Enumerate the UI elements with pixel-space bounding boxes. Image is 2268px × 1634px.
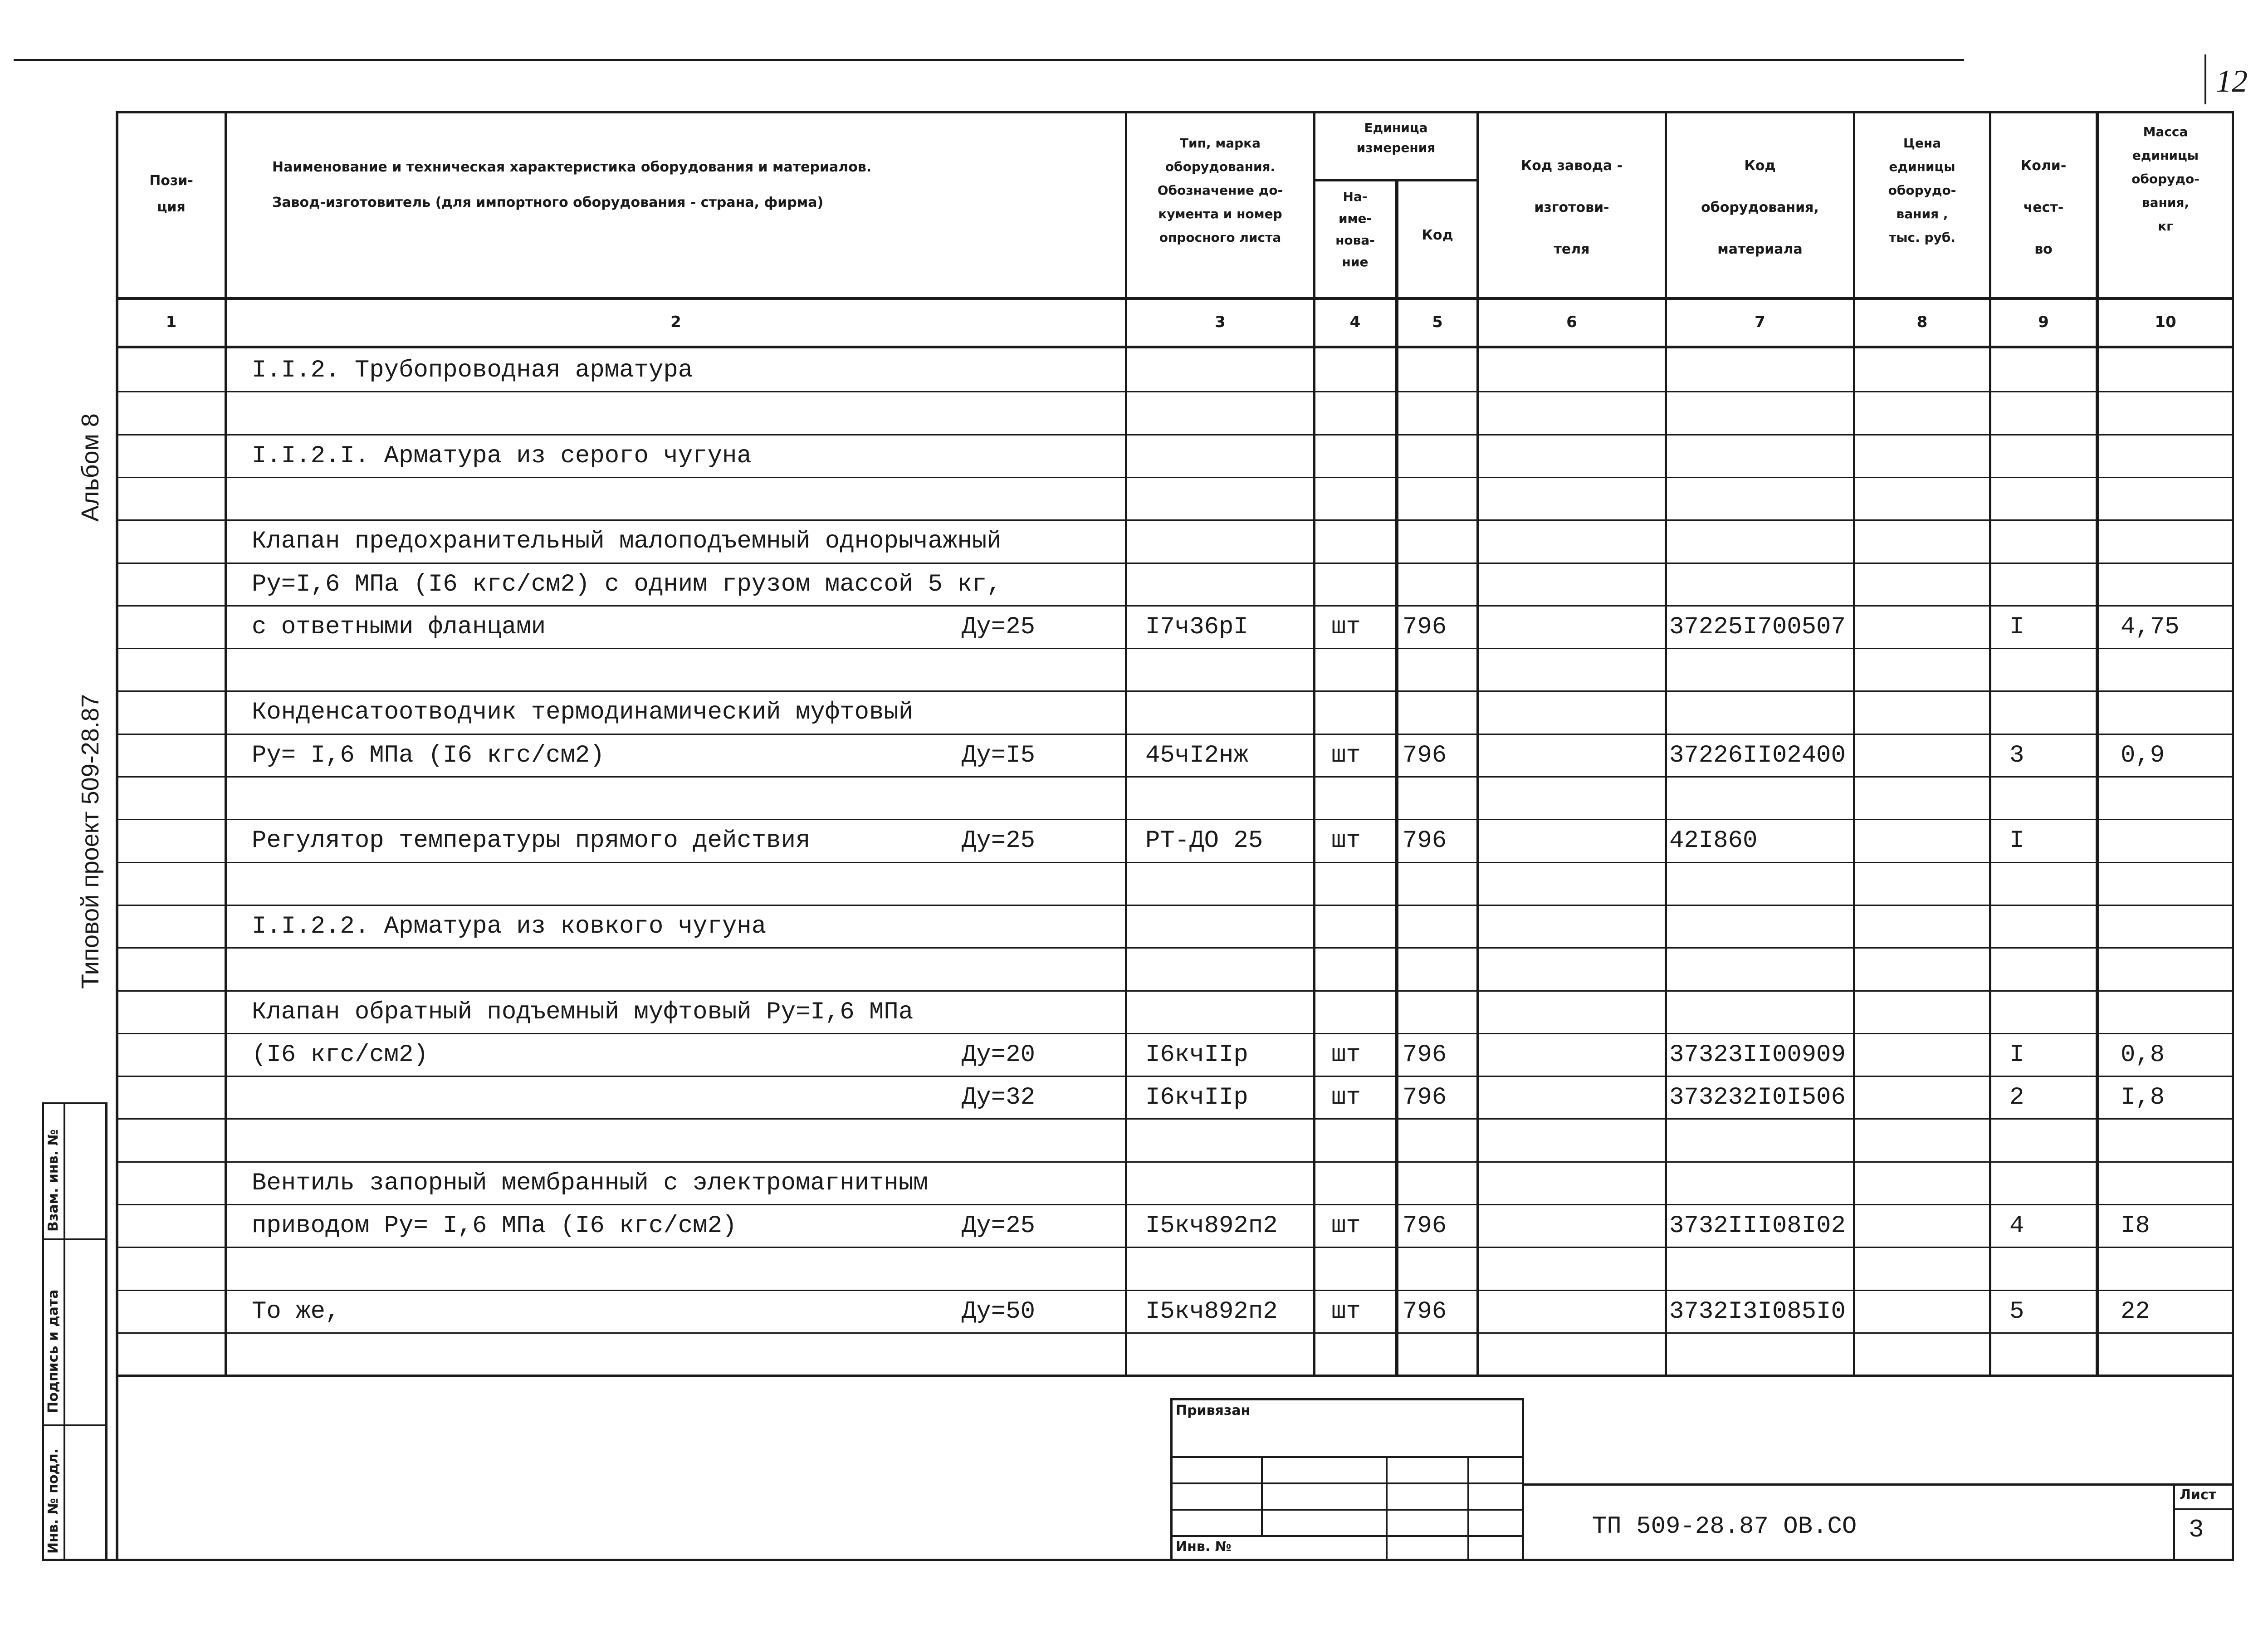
stamp-row1	[1170, 1456, 1524, 1458]
cell-type: 45чI2нж	[1145, 741, 1248, 769]
colnum-4: 4	[1349, 313, 1361, 331]
cell-du: Ду=32	[962, 1084, 1036, 1112]
cell-code: 796	[1403, 827, 1447, 855]
cell-mat-code: 373232I0I506	[1669, 1084, 1846, 1112]
col-sep-4	[1395, 179, 1398, 1377]
colnum-10: 10	[2155, 313, 2176, 331]
cell-name: Ру=I,6 МПа (I6 кгс/см2) с одним грузом массой 5 кг,	[252, 570, 1002, 598]
header-col10: Масса единицы оборудо- вания, кг	[2131, 124, 2200, 234]
cell-mat-code: 3732III08I02	[1669, 1212, 1846, 1240]
cell-qty: I	[2009, 613, 2024, 641]
row-line	[116, 1033, 2234, 1034]
col-sep-3	[1313, 111, 1315, 1377]
row-line	[116, 862, 2234, 863]
cell-type: I6кчIIр	[1145, 1084, 1248, 1112]
col-sep-2	[1125, 111, 1127, 1377]
corner-page-number: 12	[2216, 64, 2248, 99]
unit-group-divider	[1313, 179, 1479, 181]
cell-type: I6кчIIр	[1145, 1041, 1248, 1069]
cell-qty: I	[2009, 1041, 2024, 1069]
cell-qty: I	[2009, 827, 2024, 855]
col-sep-5	[1476, 111, 1479, 1377]
colnum-1: 1	[166, 313, 177, 331]
cell-code: 796	[1403, 1212, 1447, 1240]
cell-unit: шт	[1331, 613, 1361, 641]
margin-box-mid	[64, 1102, 65, 1561]
row-line	[116, 605, 2234, 607]
cell-mat-code: 37226II02400	[1669, 741, 1846, 769]
cell-mass: 0,9	[2121, 741, 2165, 769]
numbers-bottom	[116, 346, 2234, 348]
margin-box-top	[42, 1102, 108, 1104]
row-line	[116, 1332, 2234, 1334]
cell-unit: шт	[1331, 1297, 1361, 1326]
header-col6: Код завода - изготови- теля	[1520, 158, 1623, 257]
cell-qty: 2	[2009, 1084, 2024, 1112]
stamp-inv-label: Инв. №	[1176, 1539, 1232, 1555]
frame-bottom	[42, 1559, 2234, 1561]
cell-mass: I8	[2121, 1212, 2150, 1240]
colnum-7: 7	[1755, 313, 1765, 331]
header-top	[116, 111, 2234, 113]
row-line	[116, 1161, 2234, 1163]
cell-mass: I,8	[2121, 1084, 2165, 1112]
stamp-attached-label: Привязан	[1176, 1403, 1251, 1419]
cell-mass: 22	[2121, 1297, 2150, 1326]
stamp-sheet-number: 3	[2189, 1515, 2204, 1544]
header-col8: Цена единицы оборудо- вания , тыс. руб.	[1888, 136, 1956, 245]
cell-unit: шт	[1331, 827, 1361, 855]
row-line	[116, 519, 2234, 521]
header-unit-group: Единица измерения	[1356, 120, 1436, 155]
stamp-row3	[1170, 1509, 1524, 1511]
stamp-row2	[1170, 1482, 1524, 1484]
cell-code: 796	[1403, 613, 1447, 641]
row-line	[116, 1247, 2234, 1248]
frame-right	[2232, 111, 2234, 1561]
cell-mat-code: 37225I700507	[1669, 613, 1846, 641]
cell-name: I.I.2.2. Арматура из ковкого чугуна	[252, 912, 767, 940]
margin-box-div1	[42, 1238, 108, 1240]
stamp-vsep1	[1261, 1456, 1263, 1537]
stamp-doc-top	[1522, 1483, 2232, 1486]
margin-box-div2	[42, 1424, 108, 1426]
col-sep-9	[2096, 111, 2099, 1377]
cell-du: Ду=25	[962, 827, 1036, 855]
stamp-doc-code: ТП 509-28.87 ОВ.СО	[1592, 1513, 1857, 1541]
stamp-top	[1170, 1398, 1524, 1400]
stamp-vsep2	[1386, 1456, 1388, 1561]
header-bottom	[116, 297, 2234, 300]
cell-mat-code: 37323II00909	[1669, 1041, 1846, 1069]
row-line	[116, 776, 2234, 778]
cell-du: Ду=25	[962, 613, 1036, 641]
cell-qty: 4	[2009, 1212, 2024, 1240]
row-line	[116, 1076, 2234, 1077]
stamp-sheet-label: Лист	[2180, 1487, 2217, 1503]
cell-mass: 0,8	[2121, 1041, 2165, 1069]
row-line	[116, 734, 2234, 735]
cell-mass: 4,75	[2121, 613, 2180, 641]
col-sep-8	[1989, 111, 1991, 1377]
colnum-8: 8	[1916, 313, 1928, 331]
colnum-5: 5	[1432, 313, 1443, 331]
corner-mark	[2204, 54, 2206, 104]
row-line	[116, 1375, 2234, 1376]
cell-name: Конденсатоотводчик термодинамический муфтовый	[252, 699, 914, 727]
cell-code: 796	[1403, 741, 1447, 769]
cell-type: РТ-ДО 25	[1145, 827, 1263, 855]
cell-du: Ду=I5	[962, 741, 1036, 769]
cell-unit: шт	[1331, 741, 1361, 769]
row-line	[116, 563, 2234, 564]
cell-type: I7ч36рI	[1145, 613, 1248, 641]
header-col4: На- име- нова- ние	[1335, 189, 1375, 269]
margin-box-left	[42, 1102, 44, 1561]
cell-unit: шт	[1331, 1041, 1361, 1069]
row-line	[116, 434, 2234, 435]
header-col2: Наименование и техническая характеристика оборудования и материалов. Завод-изготовитель (для импортного оборудования - страна, фирма)	[272, 159, 872, 210]
colnum-2: 2	[670, 313, 681, 331]
row-line	[116, 477, 2234, 478]
cell-code: 796	[1403, 1041, 1447, 1069]
cell-name: Ру= I,6 МПа (I6 кгс/см2)	[252, 741, 605, 769]
row-line	[116, 648, 2234, 649]
cell-mat-code: 42I860	[1669, 827, 1758, 855]
cell-du: Ду=50	[962, 1297, 1036, 1326]
margin-sign-date: Подпись и дата	[45, 1289, 61, 1413]
colnum-9: 9	[2038, 313, 2049, 331]
cell-name: приводом Ру= I,6 МПа (I6 кгс/см2)	[252, 1212, 737, 1240]
cell-name: I.I.2.I. Арматура из серого чугуна	[252, 442, 752, 470]
row-line	[116, 1118, 2234, 1120]
margin-box-right	[105, 1102, 108, 1561]
col-sep-7	[1853, 111, 1855, 1377]
cell-mat-code: 3732I3I085I0	[1669, 1297, 1846, 1326]
cell-name: Регулятор температуры прямого действия	[252, 827, 811, 855]
cell-name: Клапан предохранительный малоподъемный однорычажный	[252, 528, 1002, 556]
header-col5: Код	[1422, 227, 1453, 243]
row-line	[116, 990, 2234, 992]
cell-type: I5кч892п2	[1145, 1212, 1278, 1240]
cell-name: То же,	[252, 1297, 340, 1326]
row-line	[116, 947, 2234, 949]
cell-qty: 5	[2009, 1297, 2024, 1326]
cell-qty: 3	[2009, 741, 2024, 769]
margin-inv-replace: Взам. инв. №	[45, 1129, 61, 1232]
col-sep-6	[1665, 111, 1667, 1377]
row-line	[116, 905, 2234, 906]
cell-code: 796	[1403, 1084, 1447, 1112]
stamp-sheet-div	[2173, 1508, 2232, 1510]
row-line	[116, 819, 2234, 820]
row-line	[116, 1290, 2234, 1291]
cell-name: Клапан обратный подъемный муфтовый Ру=I,6 МПа	[252, 998, 914, 1026]
cell-unit: шт	[1331, 1212, 1361, 1240]
cell-code: 796	[1403, 1297, 1447, 1326]
cell-name: I.I.2. Трубопроводная арматура	[252, 357, 693, 384]
margin-album: Альбом 8	[77, 413, 104, 522]
stamp-row4	[1170, 1535, 1524, 1537]
margin-inv-orig: Инв. № подл.	[45, 1448, 61, 1554]
header-col3: Тип, марка оборудования. Обозначение до- кумента и номер опросного листа	[1157, 136, 1283, 245]
colnum-3: 3	[1215, 313, 1226, 331]
colnum-6: 6	[1566, 313, 1577, 331]
row-line	[116, 690, 2234, 692]
header-col7: Код оборудования, материала	[1701, 158, 1819, 257]
col-sep-1	[225, 111, 227, 1377]
cell-name: (I6 кгс/см2)	[252, 1041, 428, 1069]
header-col9: Коли- чест- во	[2020, 158, 2067, 257]
top-rule	[14, 59, 1964, 61]
margin-project: Типовой проект 509-28.87	[77, 694, 104, 989]
row-line	[116, 391, 2234, 392]
cell-unit: шт	[1331, 1084, 1361, 1112]
cell-name: Вентиль запорный мембранный с электромагнитным	[252, 1169, 928, 1197]
cell-type: I5кч892п2	[1145, 1297, 1278, 1326]
row-line	[116, 1204, 2234, 1205]
stamp-vsep3	[1467, 1456, 1469, 1561]
cell-du: Ду=25	[962, 1212, 1036, 1240]
header-col1: Пози- ция	[149, 173, 193, 215]
cell-du: Ду=20	[962, 1041, 1036, 1069]
stamp-sheet-left	[2173, 1483, 2175, 1561]
cell-name: с ответными фланцами	[252, 613, 546, 641]
